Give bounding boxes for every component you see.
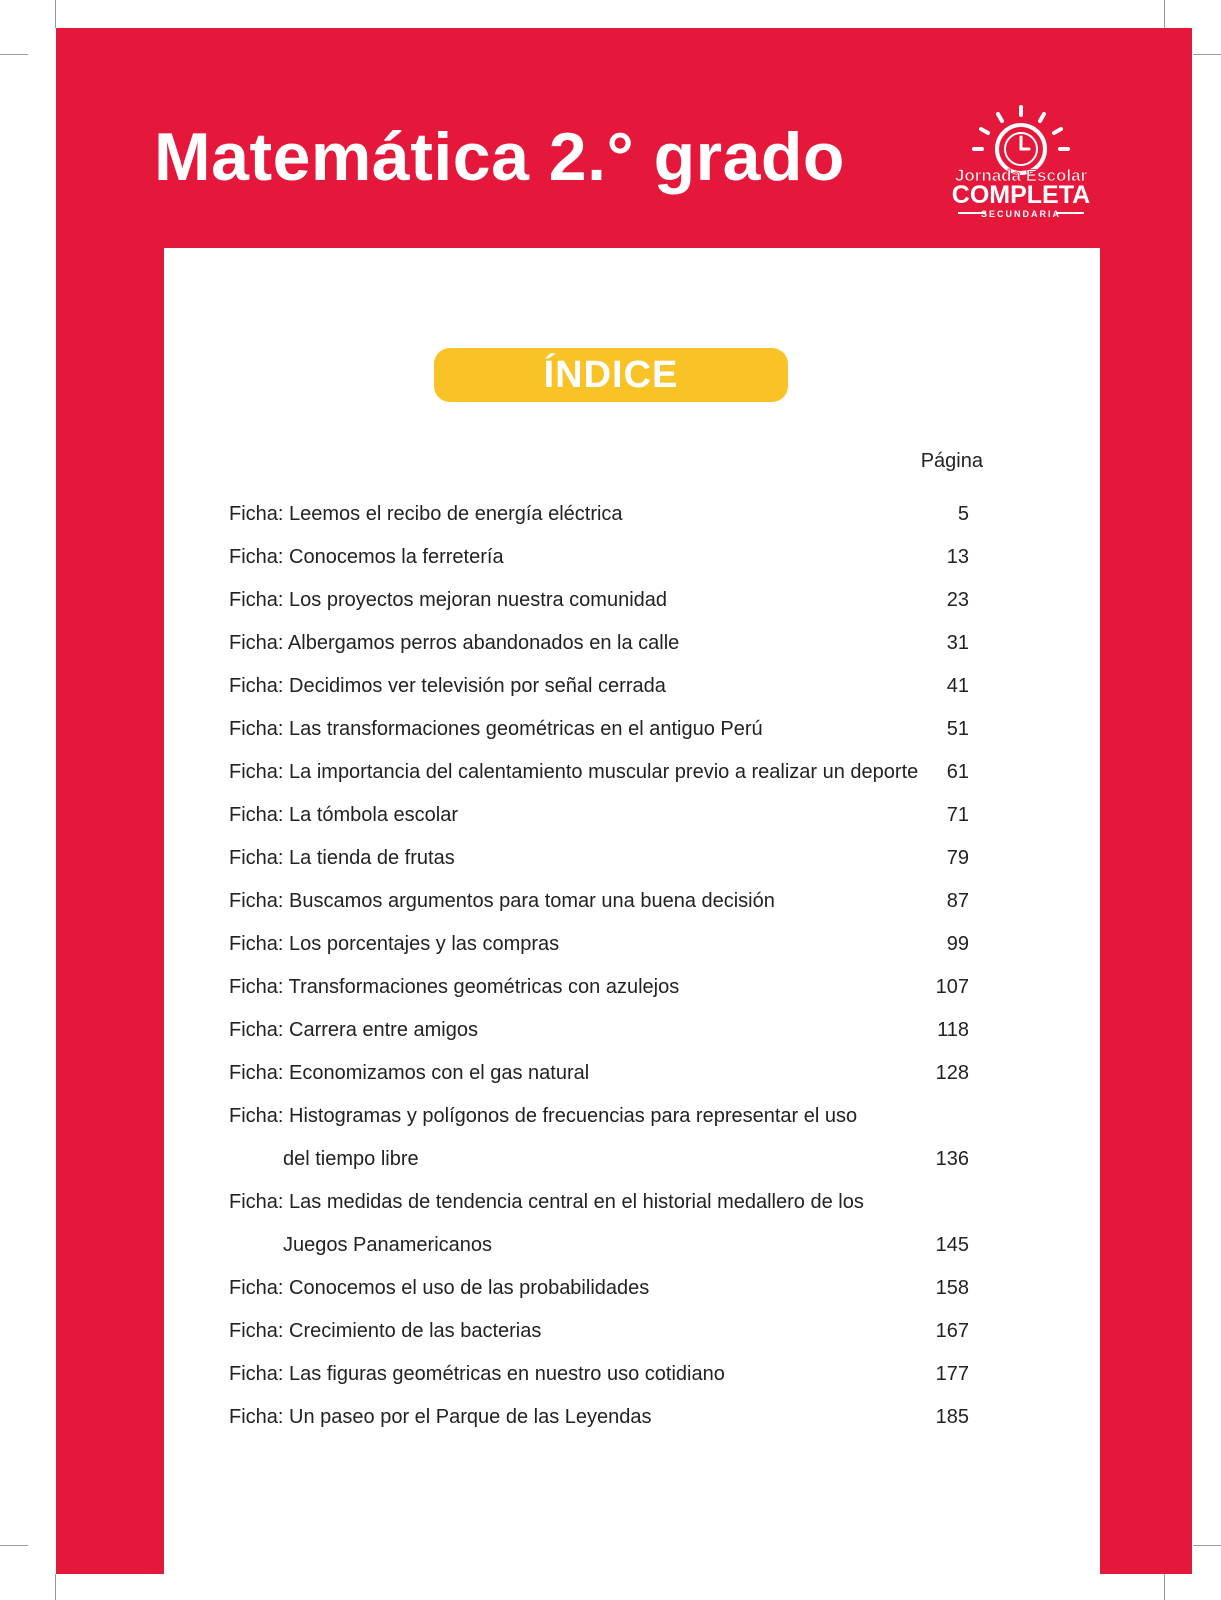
- toc-entry: [229, 837, 969, 880]
- toc-entry: [229, 622, 969, 665]
- toc-entry: [229, 1353, 969, 1396]
- toc-entry-prefix: Ficha:: [229, 847, 284, 869]
- toc-entry-page: 128: [935, 1062, 969, 1084]
- toc-entry-page: 107: [935, 976, 969, 998]
- page-title: Matemática 2.° grado: [154, 119, 845, 195]
- toc-entry-prefix: Ficha:: [229, 589, 284, 611]
- toc-entry-page: 23: [946, 589, 969, 611]
- crop-mark: [55, 0, 56, 28]
- toc-entry: [229, 1009, 969, 1052]
- toc-entry-prefix: Ficha:: [229, 933, 284, 955]
- toc-entry-prefix: Ficha:: [229, 1320, 284, 1342]
- toc-entry: [229, 536, 969, 579]
- toc-entry-title: Conocemos el uso de las probabilidades: [289, 1277, 650, 1299]
- page-column-label: Página: [920, 450, 983, 472]
- toc-entry-title: Las medidas de tendencia central en el historial medallero de los: [289, 1191, 864, 1213]
- logo-line2: COMPLETA: [951, 181, 1091, 209]
- toc-entry: [229, 665, 969, 708]
- index-heading-pill: [434, 348, 788, 402]
- toc-entry-title: Transformaciones geométricas con azulejos: [288, 976, 680, 998]
- crop-mark: [0, 54, 28, 55]
- toc-entry-title: Los proyectos mejoran nuestra comunidad: [289, 589, 668, 611]
- toc-entry-title: Carrera entre amigos: [289, 1019, 478, 1041]
- toc-entry-page: 185: [935, 1406, 969, 1428]
- toc-entry-page: 61: [946, 761, 969, 783]
- toc-entry-prefix: Ficha:: [229, 675, 284, 697]
- toc-entry-continuation: del tiempo libre: [283, 1148, 419, 1170]
- toc-entry-title: Las figuras geométricas en nuestro uso cotidiano: [289, 1363, 725, 1385]
- toc-entry: [229, 493, 969, 536]
- crop-mark: [1193, 54, 1221, 55]
- toc-entry: [229, 880, 969, 923]
- toc-entry-continuation: Juegos Panamericanos: [283, 1234, 493, 1256]
- toc-entry-page: 118: [937, 1019, 969, 1041]
- toc-entry-page: 177: [935, 1363, 969, 1385]
- toc-entry-page: 5: [957, 503, 969, 525]
- table-of-contents: [229, 493, 969, 1439]
- toc-entry: [229, 1396, 969, 1439]
- toc-entry-title: Las transformaciones geométricas en el antiguo Perú: [289, 718, 763, 740]
- toc-entry-title: Histogramas y polígonos de frecuencias para representar el uso: [289, 1105, 858, 1127]
- toc-entry: [229, 794, 969, 837]
- toc-entry: [229, 751, 969, 794]
- crop-mark: [1164, 1574, 1165, 1600]
- toc-entry: [229, 1052, 969, 1095]
- toc-entry-page: 167: [935, 1320, 969, 1342]
- toc-entry-prefix: Ficha:: [229, 1019, 284, 1041]
- toc-entry-prefix: Ficha:: [229, 1191, 284, 1213]
- toc-entry-page: 13: [946, 546, 969, 568]
- toc-entry-title: La importancia del calentamiento muscular previo a realizar un deporte: [289, 761, 919, 783]
- toc-entry-page: 41: [946, 675, 969, 697]
- toc-entry-continuation-line: [229, 1138, 969, 1181]
- crop-mark: [0, 1545, 28, 1546]
- toc-entry: [229, 708, 969, 751]
- toc-entry-title: Un paseo por el Parque de las Leyendas: [289, 1406, 652, 1428]
- toc-entry-prefix: Ficha:: [229, 1363, 284, 1385]
- toc-entry-page: 158: [935, 1277, 969, 1299]
- toc-entry-title: Conocemos la ferretería: [289, 546, 504, 568]
- toc-entry-prefix: Ficha:: [229, 804, 284, 826]
- toc-entry-title: Los porcentajes y las compras: [289, 933, 560, 955]
- toc-entry-title: La tómbola escolar: [289, 804, 459, 826]
- toc-entry: [229, 1095, 969, 1138]
- toc-entry-page: 87: [946, 890, 969, 912]
- toc-entry-page: 145: [935, 1234, 969, 1256]
- toc-entry-prefix: Ficha:: [229, 1277, 284, 1299]
- toc-entry-prefix: Ficha:: [229, 503, 284, 525]
- toc-entry: [229, 966, 969, 1009]
- crop-mark: [1164, 0, 1165, 28]
- toc-entry-prefix: Ficha:: [229, 632, 284, 654]
- crop-mark: [55, 1574, 56, 1600]
- toc-entry-page: 71: [946, 804, 969, 826]
- toc-entry-prefix: Ficha:: [229, 546, 284, 568]
- crop-mark: [1193, 1545, 1221, 1546]
- index-heading: ÍNDICE: [543, 353, 679, 396]
- toc-entry: [229, 579, 969, 622]
- toc-entry: [229, 1310, 969, 1353]
- toc-entry-prefix: Ficha:: [229, 890, 284, 912]
- toc-entry-prefix: Ficha:: [229, 1105, 284, 1127]
- toc-entry-prefix: Ficha:: [229, 761, 284, 783]
- toc-entry: [229, 1267, 969, 1310]
- toc-entry: [229, 923, 969, 966]
- toc-entry-title: Leemos el recibo de energía eléctrica: [289, 503, 623, 525]
- toc-entry-page: 99: [946, 933, 969, 955]
- toc-entry-page: 136: [935, 1148, 969, 1170]
- toc-entry: [229, 1181, 969, 1224]
- toc-entry-title: La tienda de frutas: [289, 847, 455, 869]
- toc-entry-page: 31: [946, 632, 969, 654]
- jornada-escolar-completa-logo: [946, 105, 1096, 223]
- toc-entry-prefix: Ficha:: [229, 1062, 284, 1084]
- toc-entry-page: 51: [946, 718, 969, 740]
- toc-entry-title: Buscamos argumentos para tomar una buena decisión: [289, 890, 775, 912]
- toc-entry-title: Decidimos ver televisión por señal cerrada: [289, 675, 666, 697]
- toc-entry-page: 79: [946, 847, 969, 869]
- toc-entry-title: Economizamos con el gas natural: [289, 1062, 590, 1084]
- toc-entry-title: Crecimiento de las bacterias: [289, 1320, 542, 1342]
- logo-line1: Jornada Escolar: [954, 166, 1088, 185]
- toc-entry-prefix: Ficha:: [229, 718, 284, 740]
- toc-entry-prefix: Ficha:: [229, 1406, 284, 1428]
- toc-entry-prefix: Ficha:: [229, 976, 284, 998]
- toc-entry-continuation-line: [229, 1224, 969, 1267]
- toc-entry-title: Albergamos perros abandonados en la calle: [287, 632, 680, 654]
- logo-line3: SECUNDARIA: [980, 209, 1062, 219]
